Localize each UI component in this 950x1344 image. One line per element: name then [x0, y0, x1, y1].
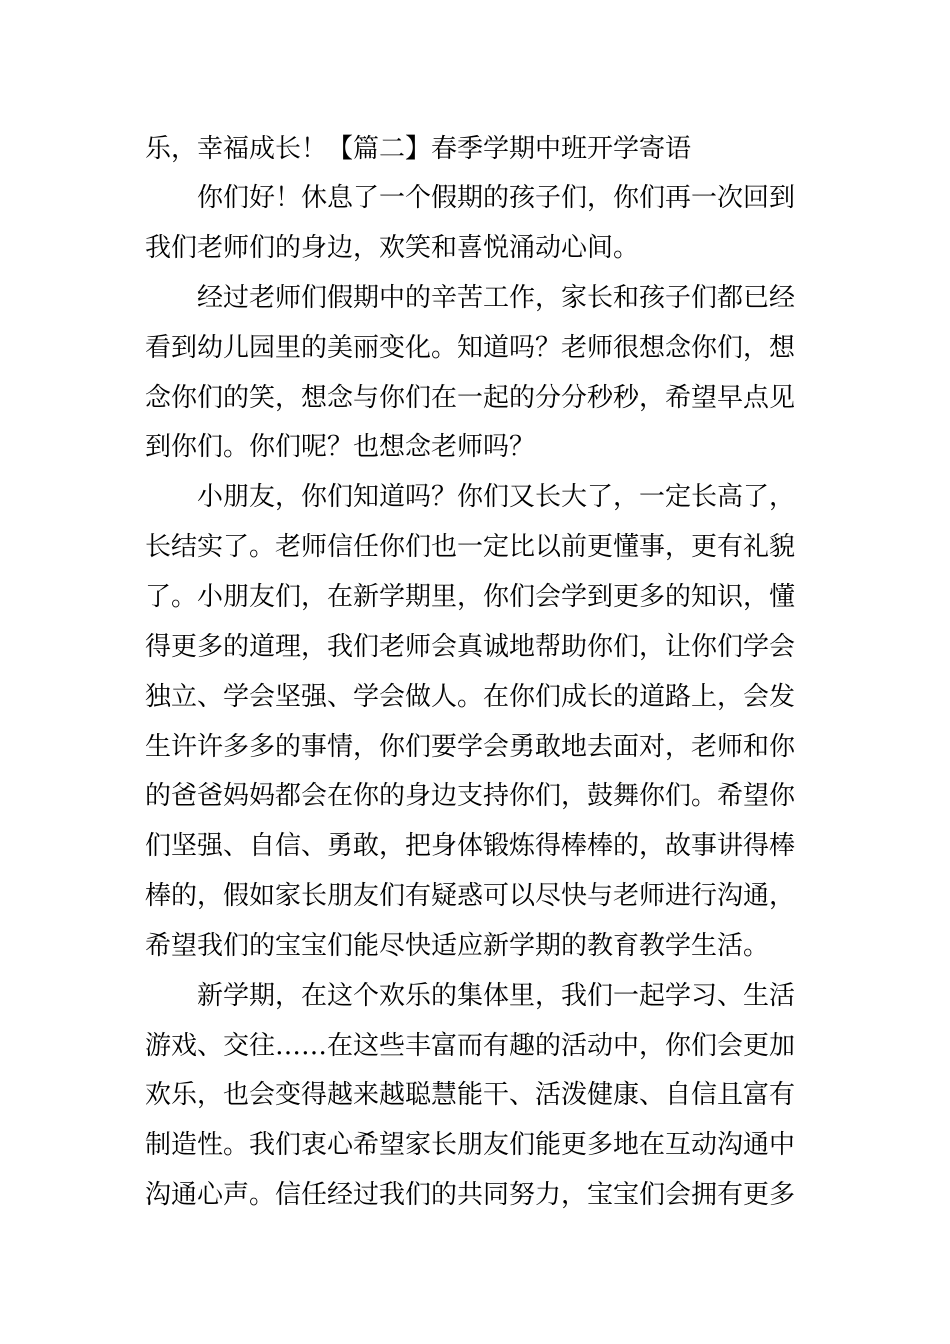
text-line: 我们老师们的身边，欢笑和喜悦涌动心间。 [145, 233, 640, 263]
text-line: 得更多的道理，我们老师会真诚地帮助你们，让你们学会 [145, 632, 796, 662]
text-line: 独立、学会坚强、学会做人。在你们成长的道路上，会发 [145, 682, 796, 712]
text-line: 看到幼儿园里的美丽变化。知道吗？老师很想念你们，想 [145, 333, 796, 363]
text-line: 棒的，假如家长朋友们有疑惑可以尽快与老师进行沟通， [145, 881, 796, 911]
paragraph-first-line: 经过老师们假期中的辛苦工作，家长和孩子们都已经 [197, 283, 796, 313]
text-line: 的爸爸妈妈都会在你的身边支持你们，鼓舞你们。希望你 [145, 781, 796, 811]
text-line: 制造性。我们衷心希望家长朋友们能更多地在互动沟通中 [145, 1130, 796, 1160]
text-line: 了。小朋友们，在新学期里，你们会学到更多的知识，懂 [145, 582, 796, 612]
text-line: 念你们的笑，想念与你们在一起的分分秒秒，希望早点见 [145, 383, 796, 413]
text-line: 生许许多多的事情，你们要学会勇敢地去面对，老师和你 [145, 732, 796, 762]
paragraph-first-line: 小朋友，你们知道吗？你们又长大了，一定长高了， [197, 482, 796, 512]
text-line: 游戏、交往……在这些丰富而有趣的活动中，你们会更加 [145, 1031, 796, 1061]
text-line: 到你们。你们呢？也想念老师吗？ [145, 432, 536, 462]
text-line: 们坚强、自信、勇敢，把身体锻炼得棒棒的，故事讲得棒 [145, 831, 796, 861]
text-line: 希望我们的宝宝们能尽快适应新学期的教育教学生活。 [145, 931, 770, 961]
text-line: 乐，幸福成长！【篇二】春季学期中班开学寄语 [145, 134, 692, 164]
paragraph-first-line: 你们好！休息了一个假期的孩子们，你们再一次回到 [197, 183, 796, 213]
text-line: 沟通心声。信任经过我们的共同努力，宝宝们会拥有更多 [145, 1180, 796, 1210]
paragraph-first-line: 新学期，在这个欢乐的集体里，我们一起学习、生活 [197, 981, 796, 1011]
text-line: 长结实了。老师信任你们也一定比以前更懂事，更有礼貌 [145, 532, 796, 562]
text-line: 欢乐，也会变得越来越聪慧能干、活泼健康、自信且富有 [145, 1080, 796, 1110]
